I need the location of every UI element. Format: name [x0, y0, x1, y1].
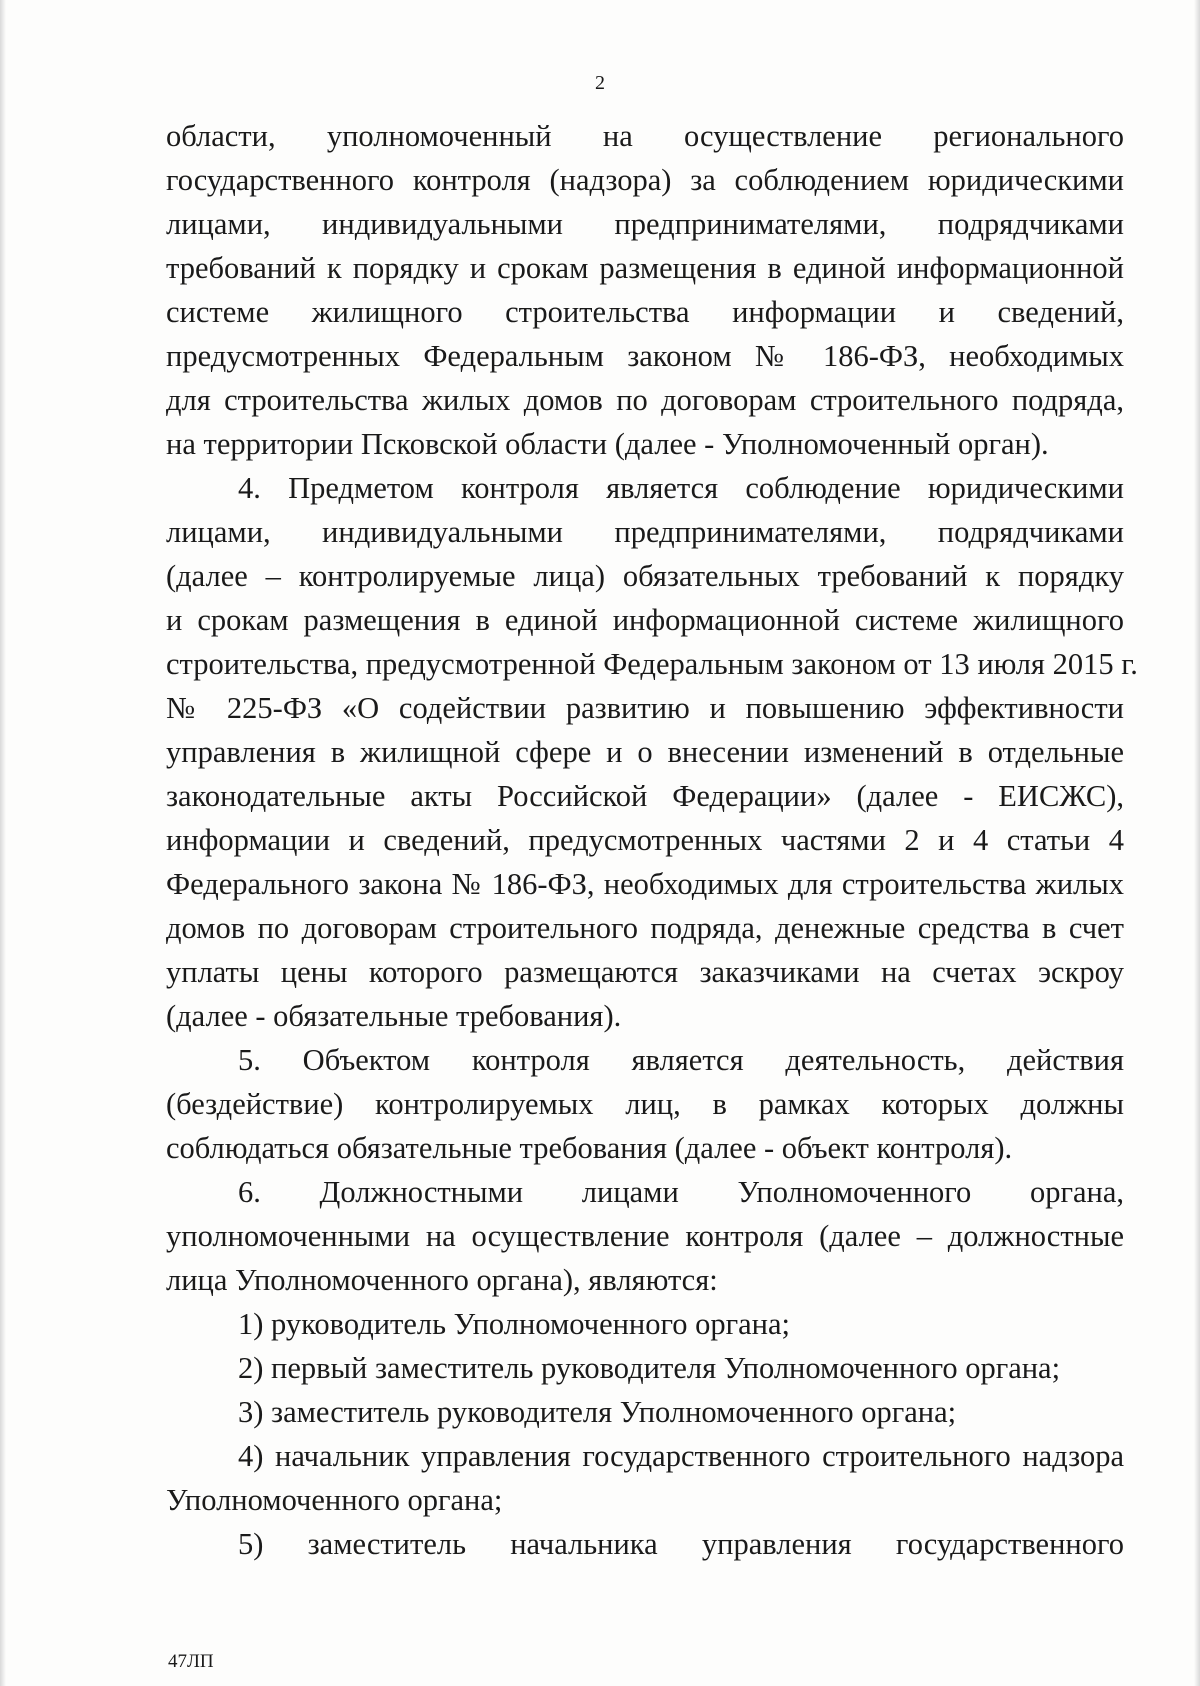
text-line: соблюдаться обязательные требования (далее - объект контроля). [166, 1131, 1013, 1165]
text-line: № 225-ФЗ «О содействии развитию и повышению эффективности [166, 691, 1124, 725]
text-line: на территории Псковской области (далее - Уполномоченный орган). [166, 427, 1049, 461]
list-item-5: 5) заместитель начальника управления государственного [238, 1527, 1124, 1561]
text-line: области, уполномоченный на осуществление регионального [166, 119, 1124, 153]
text-line: для строительства жилых домов по договорам строительного подряда, [166, 383, 1124, 417]
text-line: предусмотренных Федеральным законом № 186-ФЗ, необходимых [166, 339, 1124, 373]
text-line: лицами, индивидуальными предпринимателями, подрядчиками [166, 515, 1124, 549]
text-line: домов по договорам строительного подряда, денежные средства в счет [166, 911, 1124, 945]
text-line: законодательные акты Российской Федерации» (далее - ЕИСЖС), [166, 779, 1124, 813]
page-number: 2 [595, 72, 605, 94]
text-line: (далее – контролируемые лица) обязательных требований к порядку [166, 559, 1124, 593]
text-line: Федерального закона № 186-ФЗ, необходимых для строительства жилых [166, 867, 1124, 901]
text-line: информации и сведений, предусмотренных частями 2 и 4 статьи 4 [166, 823, 1124, 857]
text-line: уполномоченными на осуществление контроля (далее – должностные [166, 1219, 1124, 1253]
text-line: лица Уполномоченного органа), являются: [166, 1263, 718, 1297]
paragraph-6-start: 6. Должностными лицами Уполномоченного органа, [238, 1175, 1124, 1209]
text-line: лицами, индивидуальными предпринимателями, подрядчиками [166, 207, 1124, 241]
list-item-4: 4) начальник управления государственного строительного надзора [238, 1439, 1124, 1473]
scan-edge-right [1194, 0, 1200, 1686]
text-line: государственного контроля (надзора) за соблюдением юридическими [166, 163, 1124, 197]
text-line: строительства, предусмотренной Федеральным законом от 13 июля 2015 г. [166, 647, 1138, 681]
paragraph-4-start: 4. Предметом контроля является соблюдение юридическими [238, 471, 1124, 505]
text-line: управления в жилищной сфере и о внесении изменений в отдельные [166, 735, 1124, 769]
document-body [166, 114, 1138, 1566]
text-line: уплаты цены которого размещаются заказчиками на счетах эскроу [166, 955, 1124, 989]
list-item-3: 3) заместитель руководителя Уполномоченного органа; [238, 1395, 957, 1429]
text-line: (далее - обязательные требования). [166, 999, 622, 1033]
text-line: требований к порядку и срокам размещения в единой информационной [166, 251, 1124, 285]
document-code: 47ЛП [168, 1651, 214, 1672]
text-line: системе жилищного строительства информации и сведений, [166, 295, 1124, 329]
list-item-2: 2) первый заместитель руководителя Уполномоченного органа; [238, 1351, 1061, 1385]
text-line: и срокам размещения в единой информационной системе жилищного [166, 603, 1124, 637]
text-line: Уполномоченного органа; [166, 1483, 503, 1517]
list-item-1: 1) руководитель Уполномоченного органа; [238, 1307, 791, 1341]
scan-edge-left [0, 0, 6, 1686]
text-line: (бездействие) контролируемых лиц, в рамках которых должны [166, 1087, 1124, 1121]
paragraph-5-start: 5. Объектом контроля является деятельность, действия [238, 1043, 1124, 1077]
